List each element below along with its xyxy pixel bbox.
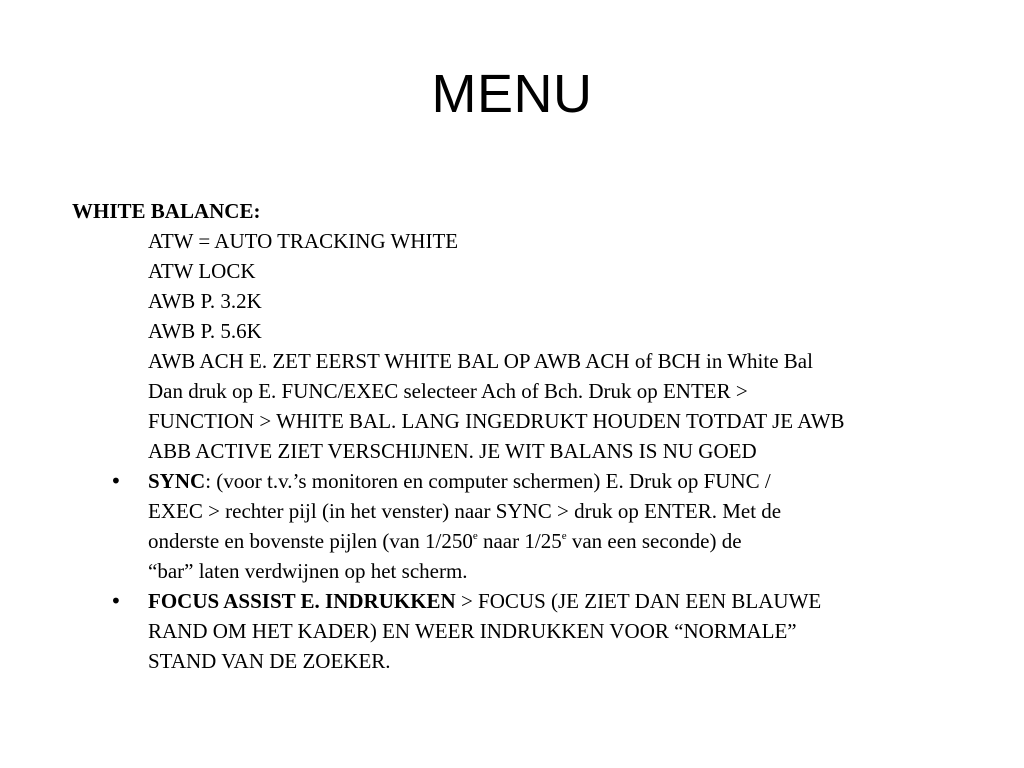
white-balance-line: AWB P. 3.2K: [148, 289, 262, 313]
sync-line-1: [148, 466, 952, 496]
focus-text: > FOCUS (JE ZIET DAN EEN BLAUWE: [455, 589, 822, 613]
superscript-e: e: [472, 530, 478, 542]
white-balance-line: ABB ACTIVE ZIET VERSCHIJNEN. JE WIT BALANS IS NU GOED: [148, 439, 757, 463]
sync-line-3: [148, 526, 952, 556]
focus-assist-label: FOCUS ASSIST E. INDRUKKEN: [148, 589, 456, 613]
sync-text: onderste en bovenste pijlen (van 1/250: [148, 529, 473, 553]
white-balance-heading: WHITE BALANCE:: [72, 199, 261, 223]
superscript-e: e: [561, 530, 567, 542]
sync-text: : (voor t.v.’s monitoren en computer schermen) E. Druk op FUNC /: [205, 469, 771, 493]
white-balance-line: AWB P. 5.6K: [148, 319, 262, 343]
sync-label: SYNC: [148, 469, 206, 493]
white-balance-line: AWB ACH E. ZET EERST WHITE BAL OP AWB ACH of BCH in White Bal: [148, 349, 813, 373]
sync-text: van een seconde) de: [566, 529, 742, 553]
slide-title: MENU: [431, 64, 593, 124]
slide-content: [72, 196, 952, 676]
white-balance-line: ATW = AUTO TRACKING WHITE: [148, 229, 459, 253]
white-balance-line: FUNCTION > WHITE BAL. LANG INGEDRUKT HOUDEN TOTDAT JE AWB: [148, 409, 845, 433]
bullet-icon: •: [110, 469, 122, 493]
white-balance-line: Dan druk op E. FUNC/EXEC selecteer Ach of Bch. Druk op ENTER >: [148, 379, 748, 403]
white-balance-line: ATW LOCK: [148, 259, 256, 283]
sync-text: naar 1/25: [477, 529, 562, 553]
bullet-item-focus-assist: [110, 586, 952, 676]
bullet-icon: •: [110, 589, 122, 613]
white-balance-list: [148, 226, 952, 466]
sync-line-2: EXEC > rechter pijl (in het venster) naar SYNC > druk op ENTER. Met de: [148, 499, 782, 523]
focus-line-3: STAND VAN DE ZOEKER.: [148, 649, 391, 673]
focus-line-1: [148, 586, 952, 616]
focus-line-2: RAND OM HET KADER) EN WEER INDRUKKEN VOOR “NORMALE”: [148, 619, 797, 643]
bullet-item-sync: [110, 466, 952, 586]
sync-line-4: “bar” laten verdwijnen op het scherm.: [148, 559, 468, 583]
